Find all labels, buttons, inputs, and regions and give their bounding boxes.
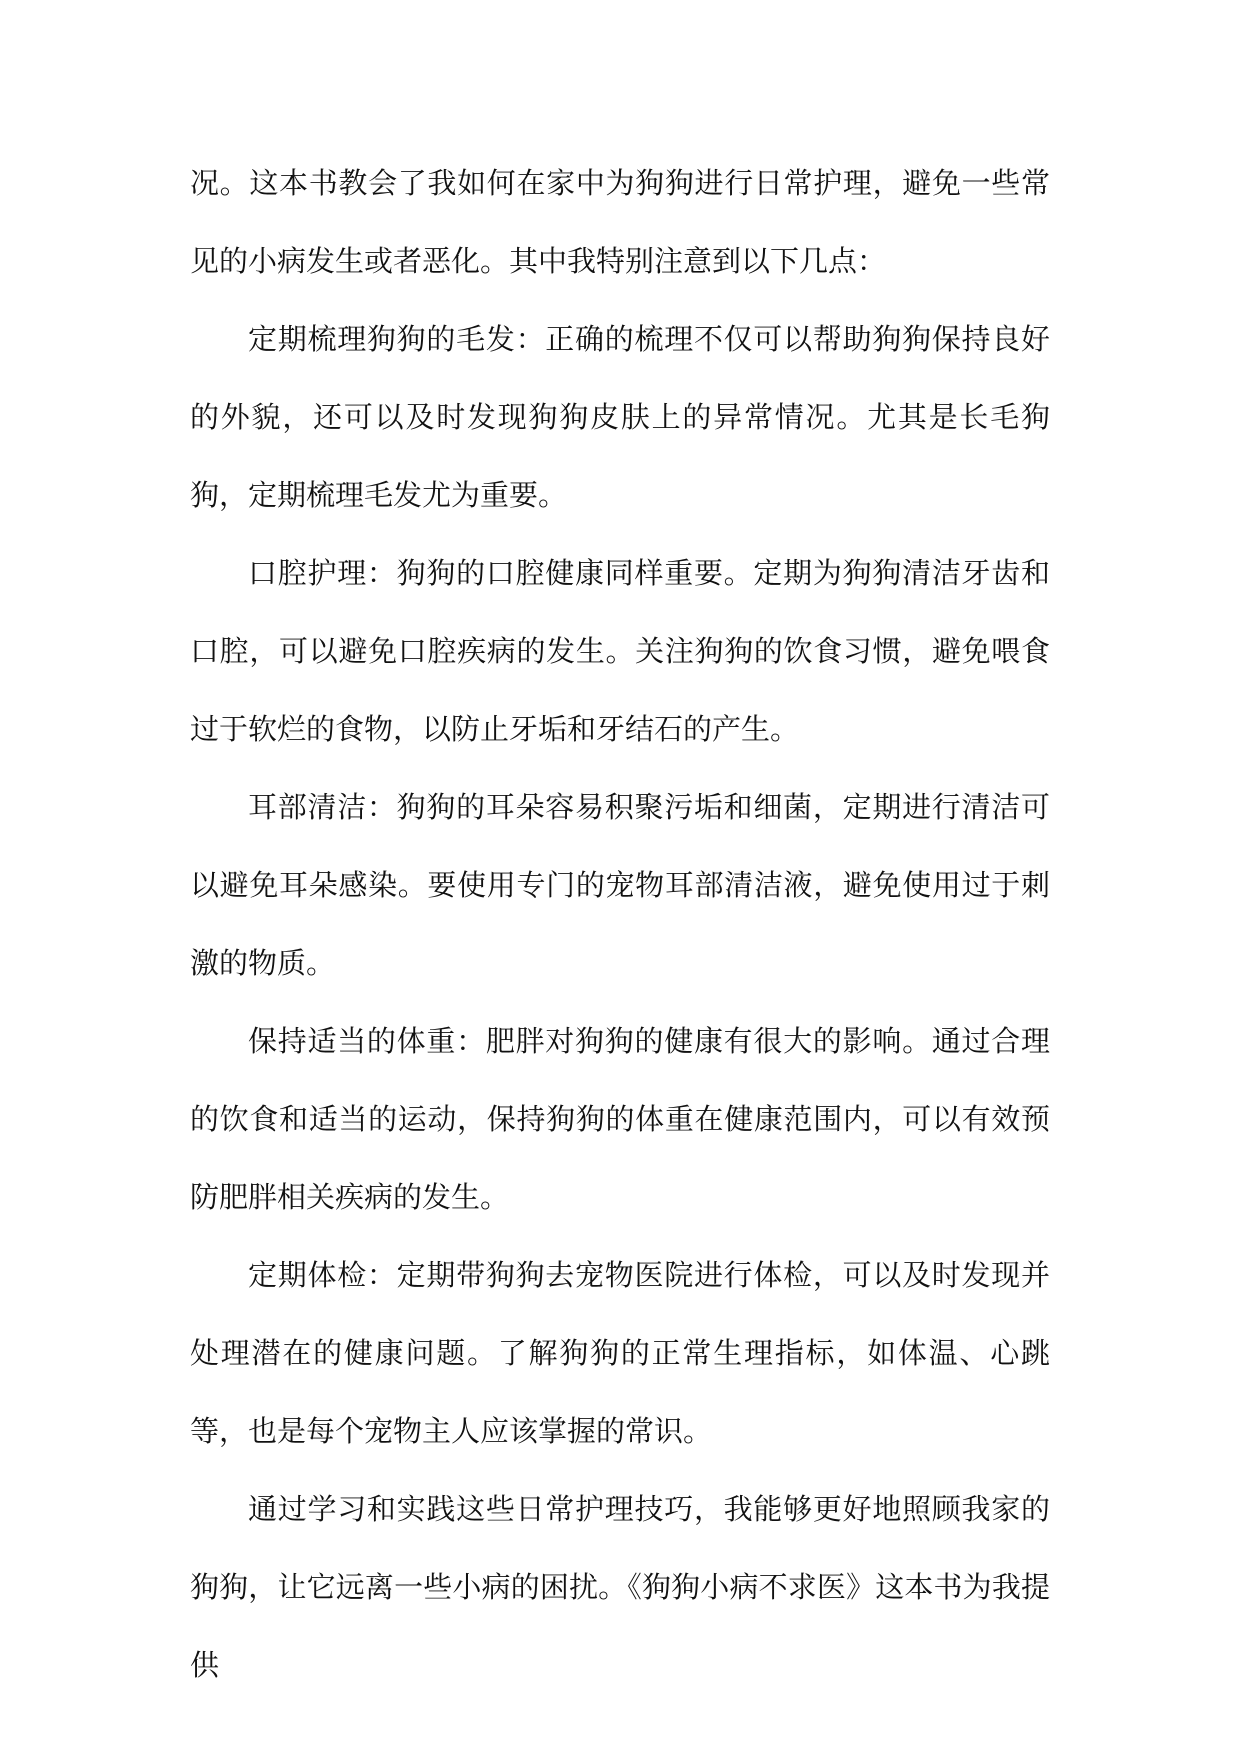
paragraph-weight: 保持适当的体重：肥胖对狗狗的健康有很大的影响。通过合理的饮食和适当的运动，保持狗狗的体重在健康范围内，可以有效预防肥胖相关疾病的发生。 xyxy=(190,1024,1050,1214)
paragraph-oral-care: 口腔护理：狗狗的口腔健康同样重要。定期为狗狗清洁牙齿和口腔，可以避免口腔疾病的发生。关注狗狗的饮食习惯，避免喂食过于软烂的食物，以防止牙垢和牙结石的产生。 xyxy=(190,556,1050,746)
paragraph-grooming: 定期梳理狗狗的毛发：正确的梳理不仅可以帮助狗狗保持良好的外貌，还可以及时发现狗狗皮肤上的异常情况。尤其是长毛狗狗，定期梳理毛发尤为重要。 xyxy=(190,322,1050,512)
paragraph-checkup: 定期体检：定期带狗狗去宠物医院进行体检，可以及时发现并处理潜在的健康问题。了解狗狗的正常生理指标，如体温、心跳等，也是每个宠物主人应该掌握的常识。 xyxy=(190,1258,1050,1448)
paragraph-ear-cleaning: 耳部清洁：狗狗的耳朵容易积聚污垢和细菌，定期进行清洁可以避免耳朵感染。要使用专门的宠物耳部清洁液，避免使用过于刺激的物质。 xyxy=(190,790,1050,980)
paragraph-conclusion: 通过学习和实践这些日常护理技巧，我能够更好地照顾我家的狗狗，让它远离一些小病的困扰。《狗狗小病不求医》这本书为我提供 xyxy=(190,1492,1050,1682)
paragraph-continuation: 况。这本书教会了我如何在家中为狗狗进行日常护理，避免一些常见的小病发生或者恶化。其中我特别注意到以下几点： xyxy=(190,166,1050,278)
document-body xyxy=(190,144,1050,1704)
